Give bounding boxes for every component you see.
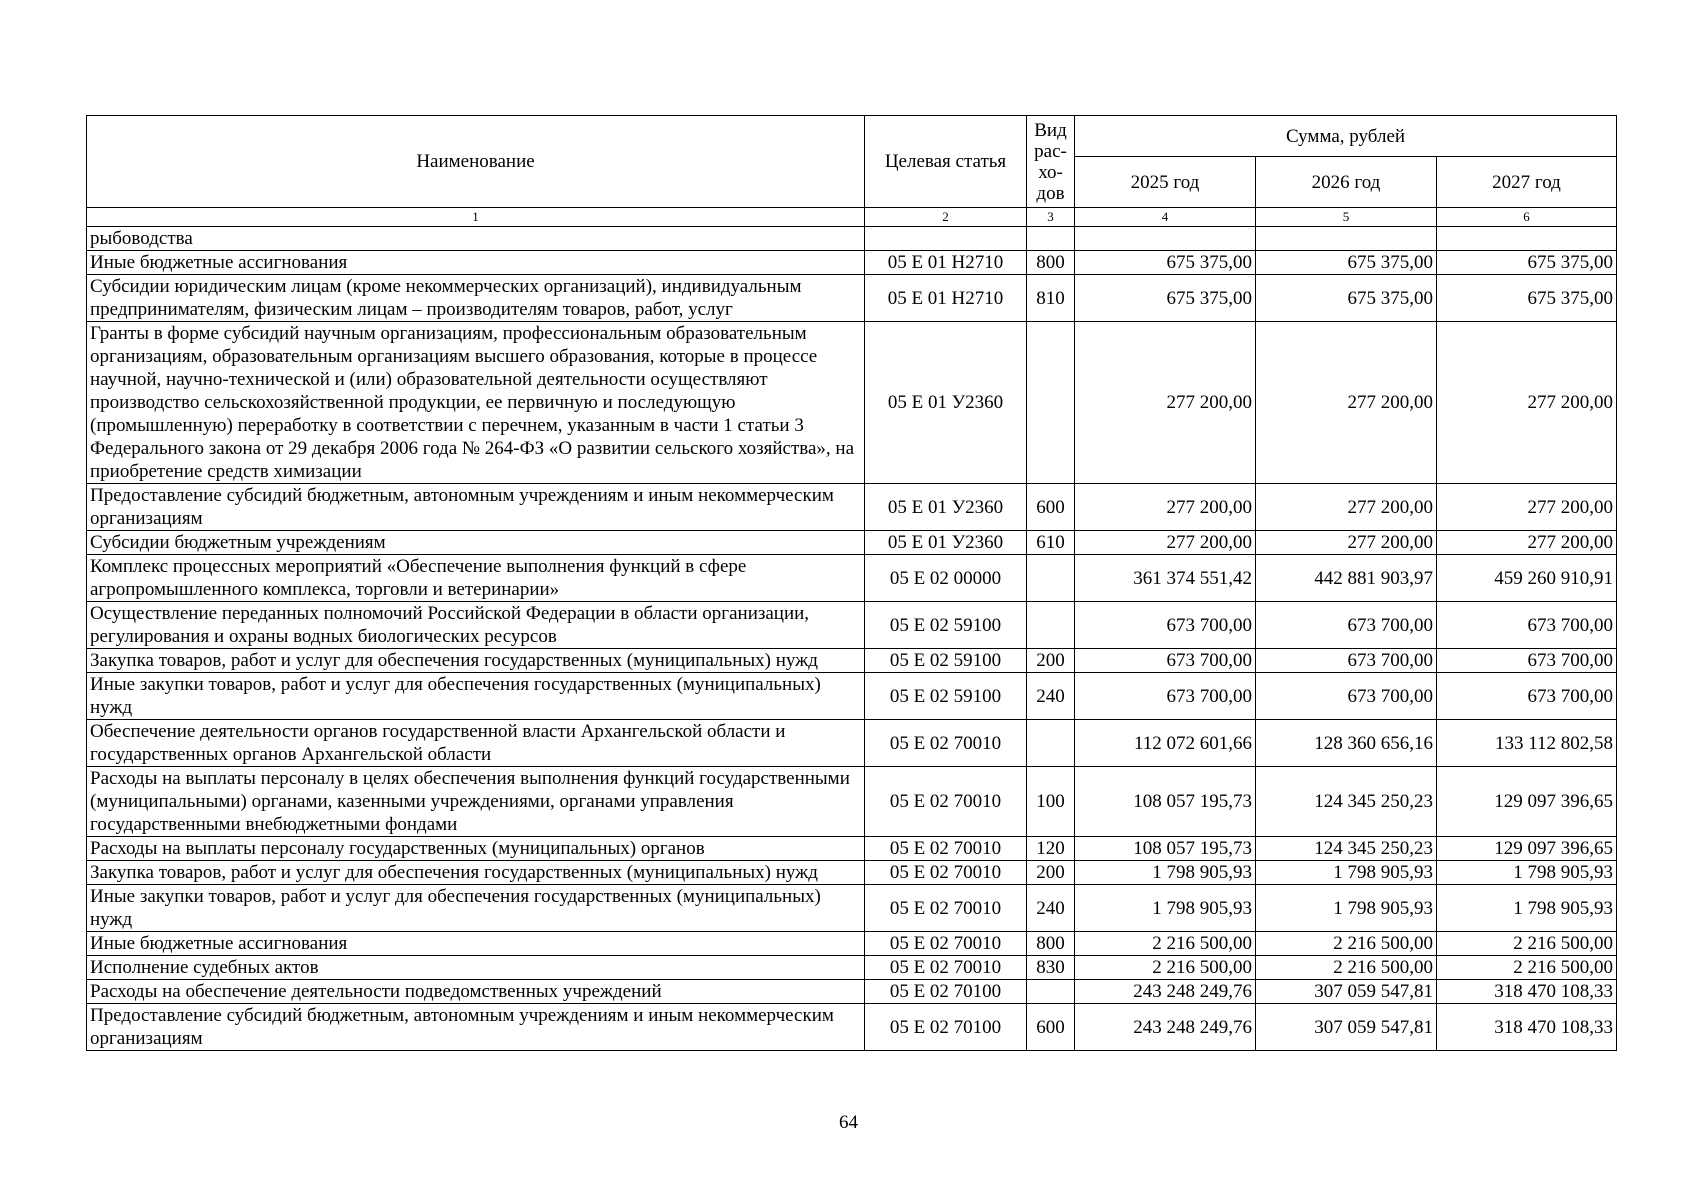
row-target-article-cell: 05 Е 02 70010 <box>865 861 1027 885</box>
row-name-cell: рыбоводства <box>87 227 865 251</box>
row-amount-2025-cell: 277 200,00 <box>1075 531 1256 555</box>
row-amount-2025-cell: 243 248 249,76 <box>1075 1004 1256 1051</box>
header-year-2026: 2026 год <box>1256 157 1437 208</box>
row-expense-type-cell: 600 <box>1027 484 1075 531</box>
row-amount-2027-cell: 133 112 802,58 <box>1437 720 1617 767</box>
table-row <box>87 649 1617 673</box>
row-amount-2025-cell: 1 798 905,93 <box>1075 885 1256 932</box>
column-number: 4 <box>1075 208 1256 227</box>
row-amount-2027-cell: 318 470 108,33 <box>1437 980 1617 1004</box>
row-amount-2025-cell: 675 375,00 <box>1075 275 1256 322</box>
row-target-article-cell: 05 Е 02 59100 <box>865 673 1027 720</box>
row-amount-2025-cell: 673 700,00 <box>1075 649 1256 673</box>
row-amount-2025-cell: 675 375,00 <box>1075 251 1256 275</box>
row-amount-2027-cell: 675 375,00 <box>1437 275 1617 322</box>
row-amount-2025-cell: 673 700,00 <box>1075 673 1256 720</box>
row-amount-2026-cell: 307 059 547,81 <box>1256 1004 1437 1051</box>
row-amount-2027-cell: 1 798 905,93 <box>1437 861 1617 885</box>
row-amount-2026-cell: 2 216 500,00 <box>1256 956 1437 980</box>
column-number: 1 <box>87 208 865 227</box>
table-body <box>87 227 1617 1051</box>
row-expense-type-cell <box>1027 322 1075 484</box>
row-name-cell: Иные закупки товаров, работ и услуг для обеспечения государственных (муниципальных) нужд <box>87 673 865 720</box>
row-target-article-cell: 05 Е 02 59100 <box>865 602 1027 649</box>
row-amount-2026-cell: 1 798 905,93 <box>1256 861 1437 885</box>
row-target-article-cell: 05 Е 02 70010 <box>865 767 1027 837</box>
row-target-article-cell: 05 Е 02 70010 <box>865 932 1027 956</box>
budget-table <box>86 115 1617 1051</box>
table-row <box>87 767 1617 837</box>
table-row <box>87 227 1617 251</box>
row-amount-2025-cell: 2 216 500,00 <box>1075 932 1256 956</box>
row-amount-2026-cell: 675 375,00 <box>1256 275 1437 322</box>
row-amount-2026-cell: 124 345 250,23 <box>1256 837 1437 861</box>
column-number-row <box>87 208 1617 227</box>
row-amount-2025-cell <box>1075 227 1256 251</box>
row-expense-type-cell <box>1027 227 1075 251</box>
row-expense-type-cell <box>1027 720 1075 767</box>
row-expense-type-cell: 240 <box>1027 673 1075 720</box>
row-amount-2027-cell: 129 097 396,65 <box>1437 767 1617 837</box>
row-name-cell: Гранты в форме субсидий научным организациям, профессиональным образовательным организациям, образовательным организациям высшего образования, которые в процессе научной, научно-технической и (или) образовательной деятельности осуществляют производство сельскохозяйственной продукции, ее первичную и последующую (промышленную) переработку в соответствии с перечнем, указанным в части 1 статьи 3 Федерального закона от 29 декабря 2006 года № 264-ФЗ «О развитии сельского хозяйства», на приобретение средств химизации <box>87 322 865 484</box>
table-row <box>87 956 1617 980</box>
table-row <box>87 275 1617 322</box>
row-amount-2027-cell: 2 216 500,00 <box>1437 956 1617 980</box>
row-expense-type-cell: 810 <box>1027 275 1075 322</box>
row-name-cell: Расходы на выплаты персоналу государственных (муниципальных) органов <box>87 837 865 861</box>
row-amount-2027-cell: 1 798 905,93 <box>1437 885 1617 932</box>
row-target-article-cell: 05 Е 01 У2360 <box>865 484 1027 531</box>
row-amount-2026-cell: 128 360 656,16 <box>1256 720 1437 767</box>
table-row <box>87 484 1617 531</box>
row-expense-type-cell: 800 <box>1027 932 1075 956</box>
row-amount-2027-cell: 2 216 500,00 <box>1437 932 1617 956</box>
row-amount-2027-cell: 675 375,00 <box>1437 251 1617 275</box>
table-row <box>87 861 1617 885</box>
header-name: Наименование <box>87 116 865 208</box>
row-amount-2025-cell: 243 248 249,76 <box>1075 980 1256 1004</box>
row-amount-2026-cell: 277 200,00 <box>1256 322 1437 484</box>
row-name-cell: Предоставление субсидий бюджетным, автономным учреждениям и иным некоммерческим организациям <box>87 1004 865 1051</box>
row-target-article-cell: 05 Е 02 70010 <box>865 885 1027 932</box>
table-row <box>87 673 1617 720</box>
table-row <box>87 602 1617 649</box>
row-amount-2026-cell <box>1256 227 1437 251</box>
row-name-cell: Расходы на обеспечение деятельности подведомственных учреждений <box>87 980 865 1004</box>
column-number: 6 <box>1437 208 1617 227</box>
row-amount-2026-cell: 673 700,00 <box>1256 602 1437 649</box>
row-target-article-cell: 05 Е 02 70100 <box>865 1004 1027 1051</box>
row-target-article-cell: 05 Е 02 70010 <box>865 720 1027 767</box>
row-amount-2026-cell: 442 881 903,97 <box>1256 555 1437 602</box>
row-expense-type-cell <box>1027 602 1075 649</box>
row-target-article-cell <box>865 227 1027 251</box>
row-amount-2027-cell: 277 200,00 <box>1437 322 1617 484</box>
row-name-cell: Расходы на выплаты персоналу в целях обеспечения выполнения функций государственными (муниципальными) органами, казенными учреждениями, органами управления государственными внебюджетными фондами <box>87 767 865 837</box>
row-expense-type-cell: 200 <box>1027 861 1075 885</box>
row-expense-type-cell: 240 <box>1027 885 1075 932</box>
row-name-cell: Субсидии бюджетным учреждениям <box>87 531 865 555</box>
row-amount-2026-cell: 307 059 547,81 <box>1256 980 1437 1004</box>
row-amount-2026-cell: 2 216 500,00 <box>1256 932 1437 956</box>
row-name-cell: Закупка товаров, работ и услуг для обеспечения государственных (муниципальных) нужд <box>87 649 865 673</box>
row-amount-2026-cell: 277 200,00 <box>1256 484 1437 531</box>
row-amount-2027-cell: 277 200,00 <box>1437 484 1617 531</box>
row-amount-2025-cell: 108 057 195,73 <box>1075 837 1256 861</box>
row-amount-2027-cell: 318 470 108,33 <box>1437 1004 1617 1051</box>
table-row <box>87 885 1617 932</box>
row-target-article-cell: 05 Е 01 У2360 <box>865 322 1027 484</box>
row-target-article-cell: 05 Е 02 59100 <box>865 649 1027 673</box>
row-amount-2025-cell: 1 798 905,93 <box>1075 861 1256 885</box>
table-row <box>87 837 1617 861</box>
row-target-article-cell: 05 Е 01 Н2710 <box>865 275 1027 322</box>
row-expense-type-cell: 600 <box>1027 1004 1075 1051</box>
header-year-2027: 2027 год <box>1437 157 1617 208</box>
header-year-2025: 2025 год <box>1075 157 1256 208</box>
row-amount-2025-cell: 277 200,00 <box>1075 484 1256 531</box>
row-target-article-cell: 05 Е 02 70010 <box>865 837 1027 861</box>
row-expense-type-cell <box>1027 980 1075 1004</box>
row-name-cell: Закупка товаров, работ и услуг для обеспечения государственных (муниципальных) нужд <box>87 861 865 885</box>
row-amount-2026-cell: 675 375,00 <box>1256 251 1437 275</box>
column-number: 3 <box>1027 208 1075 227</box>
row-name-cell: Иные бюджетные ассигнования <box>87 932 865 956</box>
row-target-article-cell: 05 Е 01 Н2710 <box>865 251 1027 275</box>
row-name-cell: Обеспечение деятельности органов государственной власти Архангельской области и государственных органов Архангельской области <box>87 720 865 767</box>
row-name-cell: Осуществление переданных полномочий Российской Федерации в области организации, регулирования и охраны водных биологических ресурсов <box>87 602 865 649</box>
row-expense-type-cell: 610 <box>1027 531 1075 555</box>
row-amount-2025-cell: 361 374 551,42 <box>1075 555 1256 602</box>
page-number: 64 <box>839 1112 858 1133</box>
row-name-cell: Иные бюджетные ассигнования <box>87 251 865 275</box>
row-amount-2025-cell: 673 700,00 <box>1075 602 1256 649</box>
row-target-article-cell: 05 Е 01 У2360 <box>865 531 1027 555</box>
table-row <box>87 932 1617 956</box>
table-row <box>87 555 1617 602</box>
row-amount-2026-cell: 673 700,00 <box>1256 649 1437 673</box>
table-row <box>87 980 1617 1004</box>
row-amount-2027-cell: 129 097 396,65 <box>1437 837 1617 861</box>
row-expense-type-cell: 800 <box>1027 251 1075 275</box>
table-row <box>87 251 1617 275</box>
row-amount-2027-cell <box>1437 227 1617 251</box>
header-sum: Сумма, рублей <box>1075 116 1617 157</box>
row-expense-type-cell: 120 <box>1027 837 1075 861</box>
row-name-cell: Предоставление субсидий бюджетным, автономным учреждениям и иным некоммерческим организациям <box>87 484 865 531</box>
row-target-article-cell: 05 Е 02 70100 <box>865 980 1027 1004</box>
column-number: 2 <box>865 208 1027 227</box>
row-expense-type-cell: 830 <box>1027 956 1075 980</box>
row-amount-2026-cell: 673 700,00 <box>1256 673 1437 720</box>
row-amount-2027-cell: 673 700,00 <box>1437 673 1617 720</box>
row-amount-2025-cell: 108 057 195,73 <box>1075 767 1256 837</box>
row-expense-type-cell: 200 <box>1027 649 1075 673</box>
table-row <box>87 531 1617 555</box>
row-amount-2027-cell: 277 200,00 <box>1437 531 1617 555</box>
row-name-cell: Комплекс процессных мероприятий «Обеспечение выполнения функций в сфере агропромышленного комплекса, торговли и ветеринарии» <box>87 555 865 602</box>
row-name-cell: Исполнение судебных актов <box>87 956 865 980</box>
row-amount-2025-cell: 112 072 601,66 <box>1075 720 1256 767</box>
row-amount-2026-cell: 277 200,00 <box>1256 531 1437 555</box>
table-row <box>87 720 1617 767</box>
row-name-cell: Иные закупки товаров, работ и услуг для обеспечения государственных (муниципальных) нужд <box>87 885 865 932</box>
row-amount-2027-cell: 673 700,00 <box>1437 602 1617 649</box>
row-amount-2026-cell: 1 798 905,93 <box>1256 885 1437 932</box>
row-target-article-cell: 05 Е 02 70010 <box>865 956 1027 980</box>
row-expense-type-cell <box>1027 555 1075 602</box>
column-number: 5 <box>1256 208 1437 227</box>
row-name-cell: Субсидии юридическим лицам (кроме некоммерческих организаций), индивидуальным предпринимателям, физическим лицам – производителям товаров, работ, услуг <box>87 275 865 322</box>
row-target-article-cell: 05 Е 02 00000 <box>865 555 1027 602</box>
header-expense-type: Вид рас-хо-дов <box>1027 116 1075 208</box>
row-amount-2027-cell: 459 260 910,91 <box>1437 555 1617 602</box>
row-amount-2025-cell: 277 200,00 <box>1075 322 1256 484</box>
row-amount-2027-cell: 673 700,00 <box>1437 649 1617 673</box>
table-row <box>87 1004 1617 1051</box>
row-amount-2026-cell: 124 345 250,23 <box>1256 767 1437 837</box>
row-amount-2025-cell: 2 216 500,00 <box>1075 956 1256 980</box>
header-target-article: Целевая статья <box>865 116 1027 208</box>
table-row <box>87 322 1617 484</box>
row-expense-type-cell: 100 <box>1027 767 1075 837</box>
